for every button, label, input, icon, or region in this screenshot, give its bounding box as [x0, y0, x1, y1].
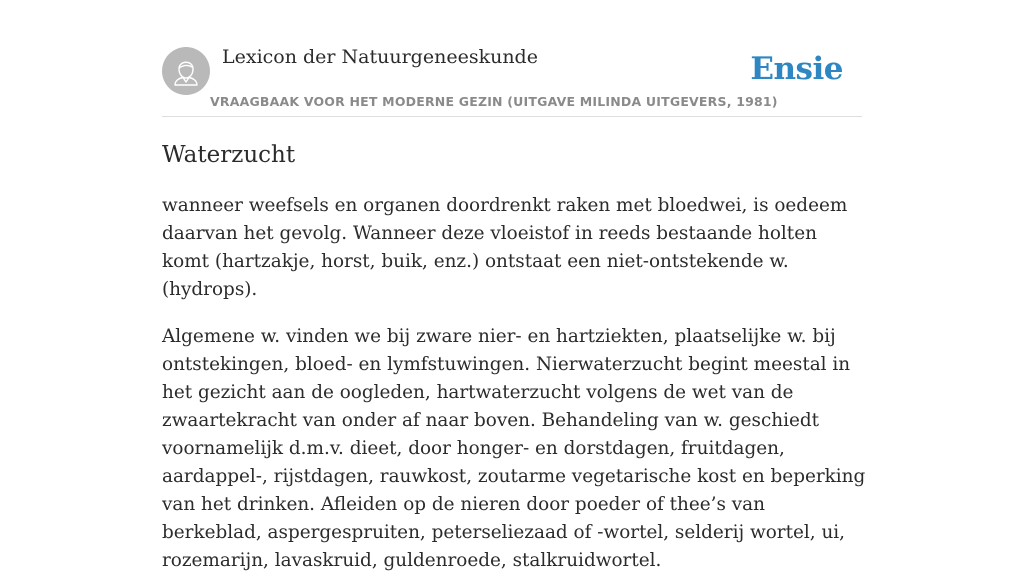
book-subtitle: VRAAGBAAK VOOR HET MODERNE GEZIN (UITGAVE MILINDA UITGEVERS, 1981) [210, 94, 778, 109]
paragraph-1: wanneer weefsels en organen doordrenkt raken met bloedwei, is oedeem daarvan het gevolg. Wanneer deze vloeistof in reeds bestaande holten komt (hartzakje, horst, buik, enz.) ontstaat een niet-ontstekende w. (hydrops). [162, 195, 848, 300]
entry-title: Waterzucht [162, 142, 296, 168]
user-silhouette-icon[interactable] [162, 47, 210, 95]
ensie-logo[interactable]: Ensie [750, 51, 843, 87]
book-title[interactable]: Lexicon der Natuurgeneeskunde [222, 46, 538, 68]
site-header [162, 0, 862, 117]
article [162, 140, 868, 575]
paragraph-2: Algemene w. vinden we bij zware nier- en hartziekten, plaatselijke w. bij ontstekingen, bloed- en lymfstuwingen. Nierwaterzucht begint meestal in het gezicht aan de oogleden, hartwaterzucht volgens de wet van de zwaartekracht van onder af naar boven. Behandeling van w. geschiedt voornamelijk d.m.v. dieet, door honger- en dorstdagen, fruitdagen, aardappel-, rijstdagen, rauwkost, zoutarme vegetarische kost en beperking van het drinken. Afleiden op de nieren door poeder of thee’s van berkeblad, aspergespruiten, peterseliezaad of -wortel, selderij wortel, ui, rozemarijn, lavaskruid, guldenroede, stalkruidwortel. [162, 326, 866, 571]
